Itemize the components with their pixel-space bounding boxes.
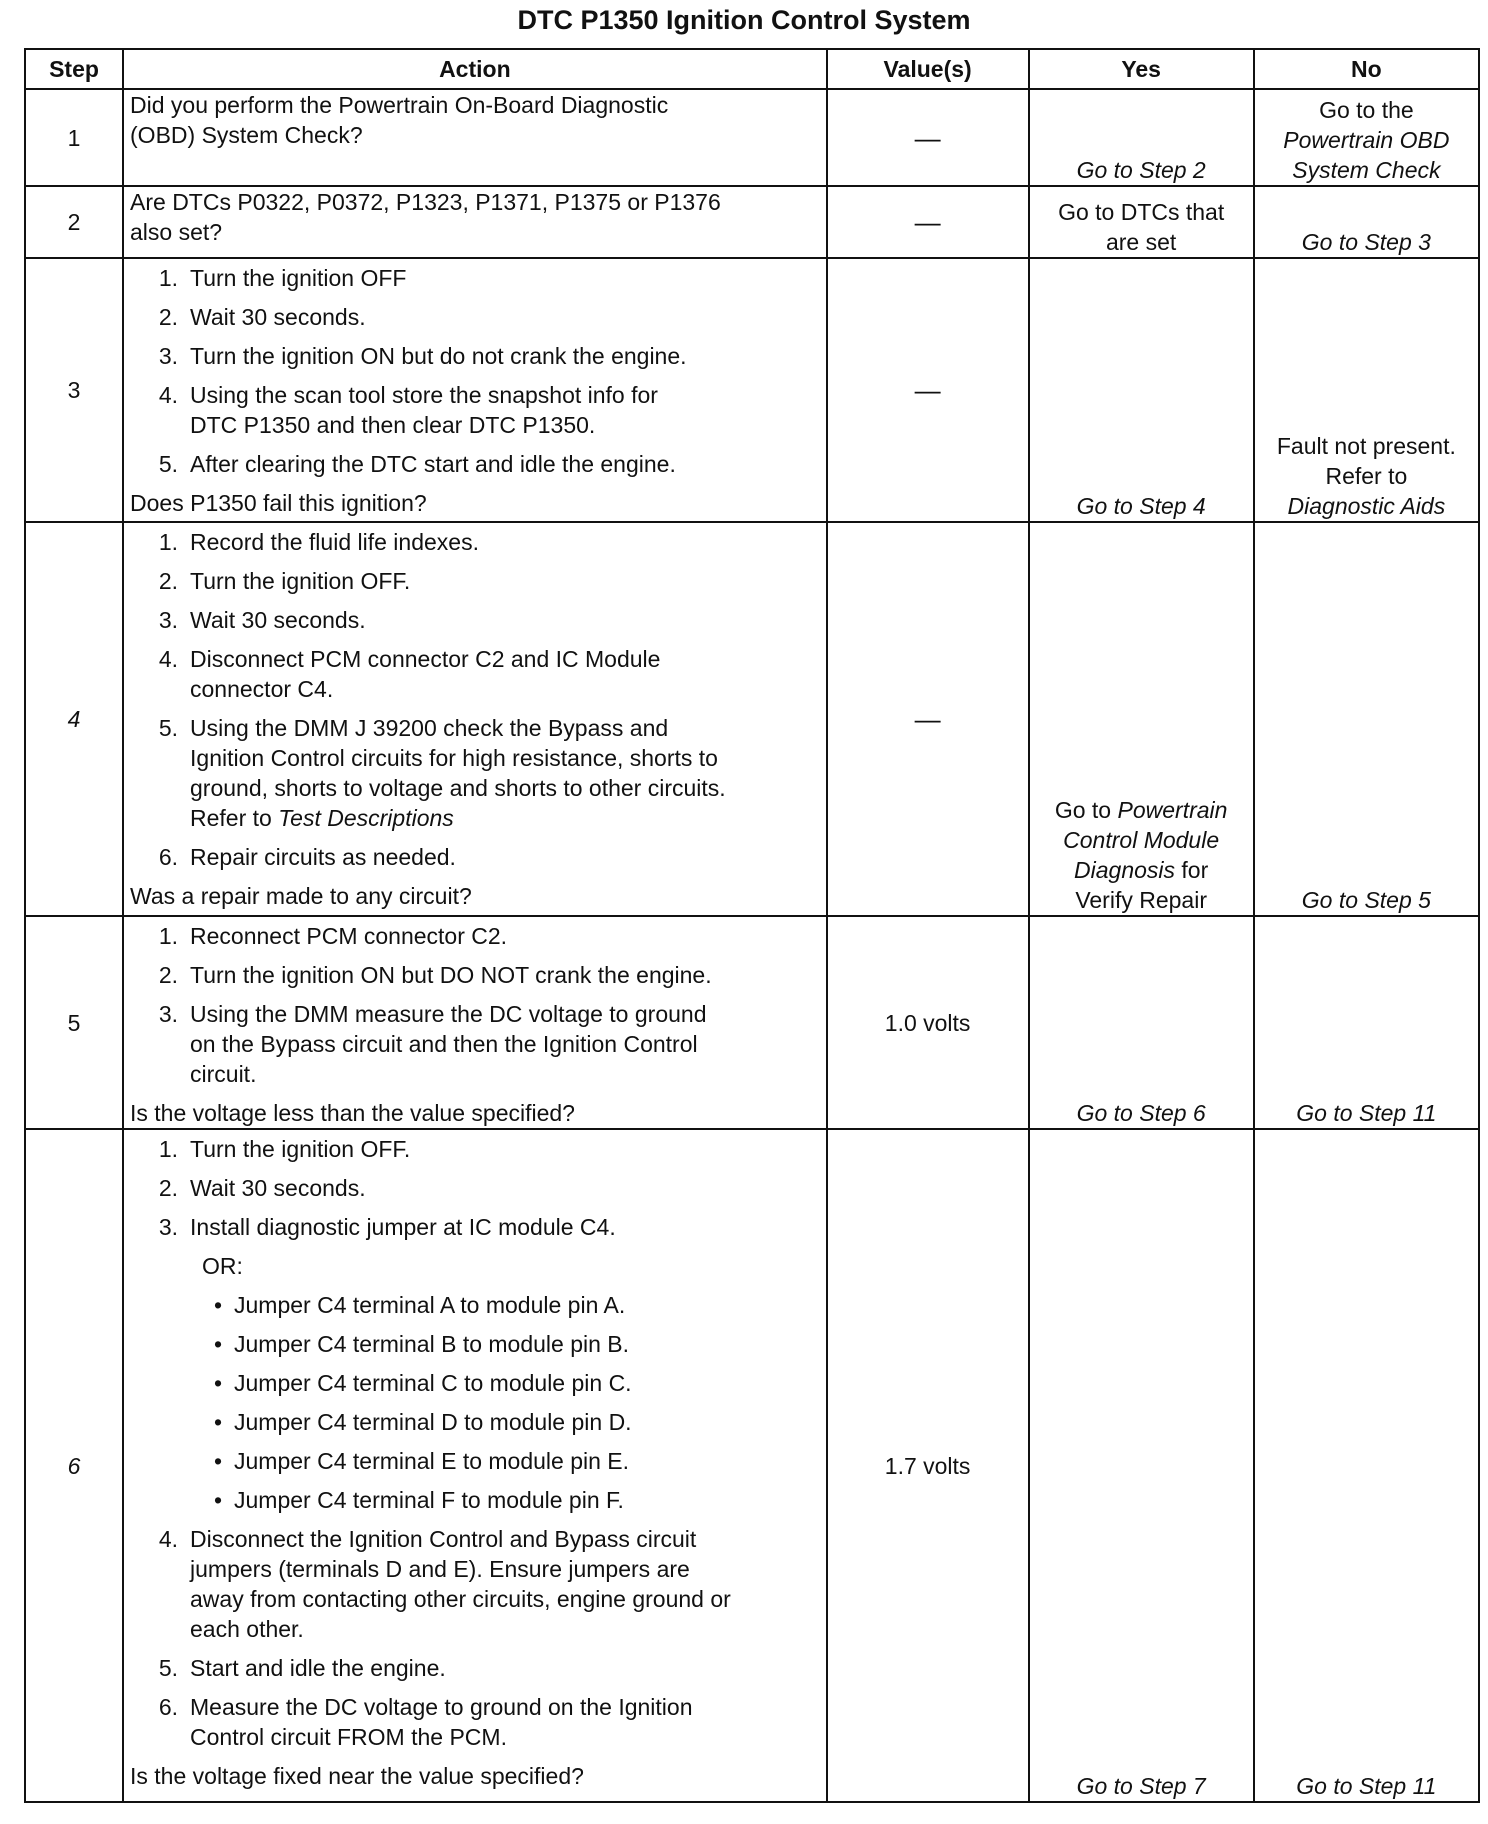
action-step-text xyxy=(190,380,820,440)
action-cell xyxy=(123,1129,827,1802)
yes-link: Go to Step 6 xyxy=(1076,1100,1206,1126)
bullet-text: Jumper C4 terminal B to module pin B. xyxy=(234,1331,630,1357)
diagnostic-table xyxy=(24,48,1480,1803)
yes-text-prefix: Go to xyxy=(1054,797,1118,823)
action-step-text xyxy=(190,1524,820,1644)
action-step-text: After clearing the DTC start and idle the engine. xyxy=(190,451,676,477)
action-step xyxy=(130,1692,820,1752)
bullet-item xyxy=(202,1290,820,1320)
no-cell xyxy=(1254,258,1479,522)
action-cell xyxy=(123,258,827,522)
bullet-text: Jumper C4 terminal E to module pin E. xyxy=(234,1448,630,1474)
action-step xyxy=(130,1653,820,1683)
action-step-number: 5. xyxy=(158,715,179,741)
table-row-step-5 xyxy=(25,916,1479,1129)
action-step-number: 1. xyxy=(158,923,179,949)
action-step-number: 6. xyxy=(158,844,179,870)
action-step-text: Turn the ignition OFF. xyxy=(190,1136,411,1162)
action-step-text: Turn the ignition ON but do not crank the engine. xyxy=(190,343,687,369)
bullet-text: Jumper C4 terminal F to module pin F. xyxy=(234,1487,624,1513)
action-cell xyxy=(123,186,827,258)
value-cell: — xyxy=(827,89,1029,186)
action-step-line: Ignition Control circuits for high resistance, shorts to xyxy=(190,745,718,771)
yes-text-suffix: for xyxy=(1175,857,1209,883)
action-step xyxy=(130,1134,820,1164)
bullet-item xyxy=(202,1329,820,1359)
action-step-line: ground, shorts to voltage and shorts to other circuits. xyxy=(190,775,726,801)
table-row-step-4 xyxy=(25,522,1479,916)
action-step-text: Turn the ignition OFF. xyxy=(190,568,411,594)
header-no: No xyxy=(1254,49,1479,89)
no-link: Go to Step 11 xyxy=(1296,1773,1437,1799)
no-cell xyxy=(1254,186,1479,258)
action-step-number: 4. xyxy=(158,382,179,408)
action-cell xyxy=(123,916,827,1129)
table-header-row xyxy=(25,49,1479,89)
no-text: Go to the xyxy=(1319,97,1414,123)
action-step xyxy=(130,566,820,596)
action-step xyxy=(130,302,820,332)
action-step-number: 2. xyxy=(158,962,179,988)
action-step-line: DTC P1350 and then clear DTC P1350. xyxy=(190,412,596,438)
yes-cell xyxy=(1029,522,1254,916)
yes-text: Go to DTCs that xyxy=(1058,199,1225,225)
action-step-text: Wait 30 seconds. xyxy=(190,304,366,330)
yes-link: Control Module xyxy=(1063,827,1220,853)
no-cell xyxy=(1254,522,1479,916)
action-text: Did you perform the Powertrain On-Board Diagnostic xyxy=(130,92,669,118)
step-number: 4 xyxy=(25,522,123,916)
action-step-number: 5. xyxy=(158,451,179,477)
action-step-text xyxy=(190,999,820,1089)
value-cell: 1.7 volts xyxy=(827,1129,1029,1802)
step-number: 3 xyxy=(25,258,123,522)
header-yes: Yes xyxy=(1029,49,1254,89)
action-step-line: Control circuit FROM the PCM. xyxy=(190,1724,507,1750)
no-text: Refer to xyxy=(1325,463,1408,489)
action-step-line: Disconnect the Ignition Control and Bypass circuit xyxy=(190,1526,697,1552)
bullet-mark: • xyxy=(213,1331,223,1357)
action-step-number: 1. xyxy=(158,1136,179,1162)
table-row-step-2 xyxy=(25,186,1479,258)
action-step-text xyxy=(190,1692,820,1752)
action-step-line: connector C4. xyxy=(190,676,334,702)
no-link: Powertrain OBD xyxy=(1283,127,1450,153)
action-text: (OBD) System Check? xyxy=(130,122,363,148)
action-step-number: 3. xyxy=(158,1214,179,1240)
action-step xyxy=(130,527,820,557)
action-step-number: 5. xyxy=(158,1655,179,1681)
action-step-number: 2. xyxy=(158,568,179,594)
page-title: DTC P1350 Ignition Control System xyxy=(517,5,971,35)
yes-text: Verify Repair xyxy=(1075,887,1207,913)
yes-cell xyxy=(1029,258,1254,522)
action-text: Are DTCs P0322, P0372, P1323, P1371, P1375 or P1376 xyxy=(130,189,721,215)
step-number: 5 xyxy=(25,916,123,1129)
action-text: also set? xyxy=(130,219,223,245)
value-cell: 1.0 volts xyxy=(827,916,1029,1129)
action-step-text: Repair circuits as needed. xyxy=(190,844,456,870)
yes-cell xyxy=(1029,186,1254,258)
action-step xyxy=(130,921,820,951)
no-link: Go to Step 11 xyxy=(1296,1100,1437,1126)
action-step-text: Install diagnostic jumper at IC module C4. xyxy=(190,1214,616,1240)
action-step xyxy=(130,1173,820,1203)
action-step-text: Record the fluid life indexes. xyxy=(190,529,479,555)
yes-cell xyxy=(1029,89,1254,186)
no-text: Fault not present. xyxy=(1276,433,1456,459)
bullet-text: Jumper C4 terminal C to module pin C. xyxy=(234,1370,632,1396)
action-step-number: 3. xyxy=(158,343,179,369)
yes-text: are set xyxy=(1105,229,1177,255)
value-cell: — xyxy=(827,258,1029,522)
action-step-line: Disconnect PCM connector C2 and IC Module xyxy=(190,646,661,672)
action-step-text xyxy=(190,644,820,704)
no-cell xyxy=(1254,916,1479,1129)
bullet-text: Jumper C4 terminal D to module pin D. xyxy=(234,1409,632,1435)
table-row-step-3 xyxy=(25,258,1479,522)
action-step xyxy=(130,1212,820,1242)
step-number: 1 xyxy=(25,89,123,186)
action-step-number: 4. xyxy=(158,1526,179,1552)
action-step xyxy=(130,341,820,371)
yes-link: Go to Step 4 xyxy=(1076,493,1206,519)
bullet-item xyxy=(202,1368,820,1398)
action-step-line: jumpers (terminals D and E). Ensure jumpers are xyxy=(190,1556,690,1582)
action-step xyxy=(130,449,820,479)
action-step xyxy=(130,842,820,872)
table-row-step-1 xyxy=(25,89,1479,186)
action-question: Was a repair made to any circuit? xyxy=(130,883,472,909)
action-step-number: 4. xyxy=(158,646,179,672)
action-step-text: Start and idle the engine. xyxy=(190,1655,446,1681)
action-reference-link: Test Descriptions xyxy=(278,805,454,831)
action-step-line: Using the scan tool store the snapshot info for xyxy=(190,382,658,408)
action-step-text xyxy=(190,713,820,833)
action-step-text: Refer to xyxy=(190,805,279,831)
action-step-line: circuit. xyxy=(190,1061,257,1087)
bullet-item xyxy=(202,1446,820,1476)
action-step xyxy=(130,713,820,833)
yes-cell xyxy=(1029,916,1254,1129)
yes-link: Go to Step 2 xyxy=(1076,157,1206,183)
action-step-number: 2. xyxy=(158,304,179,330)
action-step-number: 1. xyxy=(158,529,179,555)
action-step-line: each other. xyxy=(190,1616,304,1642)
action-step-number: 2. xyxy=(158,1175,179,1201)
action-step-text: Turn the ignition OFF xyxy=(190,265,407,291)
action-step-line: on the Bypass circuit and then the Ignition Control xyxy=(190,1031,698,1057)
yes-link: Diagnosis xyxy=(1074,857,1176,883)
action-step-text: Wait 30 seconds. xyxy=(190,1175,366,1201)
no-link: System Check xyxy=(1292,157,1441,183)
value-cell: — xyxy=(827,186,1029,258)
action-step-number: 3. xyxy=(158,1001,179,1027)
header-values: Value(s) xyxy=(827,49,1029,89)
yes-link: Powertrain xyxy=(1117,797,1228,823)
action-step xyxy=(130,999,820,1089)
yes-cell xyxy=(1029,1129,1254,1802)
bullet-mark: • xyxy=(213,1487,223,1513)
step-number: 6 xyxy=(25,1129,123,1802)
yes-link: Go to Step 7 xyxy=(1076,1773,1206,1799)
action-question: Is the voltage less than the value specified? xyxy=(130,1100,575,1126)
no-link: Go to Step 3 xyxy=(1301,229,1431,255)
action-step-line: Using the DMM measure the DC voltage to ground xyxy=(190,1001,707,1027)
action-step xyxy=(130,644,820,704)
action-step-text: Wait 30 seconds. xyxy=(190,607,366,633)
action-step xyxy=(130,605,820,635)
value-cell: — xyxy=(827,522,1029,916)
action-step xyxy=(130,1524,820,1644)
bullet-item xyxy=(202,1485,820,1515)
action-step-line: Measure the DC voltage to ground on the Ignition xyxy=(190,1694,693,1720)
no-link: Diagnostic Aids xyxy=(1287,493,1446,519)
bullet-mark: • xyxy=(213,1448,223,1474)
action-step-text: Reconnect PCM connector C2. xyxy=(190,923,508,949)
action-step-line xyxy=(190,803,820,833)
action-step xyxy=(130,263,820,293)
or-label: OR: xyxy=(202,1253,243,1279)
bullet-mark: • xyxy=(213,1292,223,1318)
yes-text xyxy=(1036,795,1247,825)
action-step-number: 1. xyxy=(158,265,179,291)
bullet-mark: • xyxy=(213,1370,223,1396)
action-step xyxy=(130,960,820,990)
no-cell xyxy=(1254,1129,1479,1802)
bullet-mark: • xyxy=(213,1409,223,1435)
action-question: Is the voltage fixed near the value specified? xyxy=(130,1763,584,1789)
no-link: Go to Step 5 xyxy=(1301,887,1431,913)
step-number: 2 xyxy=(25,186,123,258)
yes-text xyxy=(1036,855,1247,885)
header-step: Step xyxy=(25,49,123,89)
action-step-line: Using the DMM J 39200 check the Bypass and xyxy=(190,715,669,741)
action-step-text: Turn the ignition ON but DO NOT crank the engine. xyxy=(190,962,712,988)
bullet-item xyxy=(202,1407,820,1437)
action-step xyxy=(130,380,820,440)
no-cell xyxy=(1254,89,1479,186)
header-action: Action xyxy=(123,49,827,89)
action-cell xyxy=(123,522,827,916)
action-question: Does P1350 fail this ignition? xyxy=(130,490,427,516)
action-step-number: 3. xyxy=(158,607,179,633)
action-step-line: away from contacting other circuits, engine ground or xyxy=(190,1586,731,1612)
action-step-number: 6. xyxy=(158,1694,179,1720)
bullet-text: Jumper C4 terminal A to module pin A. xyxy=(234,1292,626,1318)
table-row-step-6 xyxy=(25,1129,1479,1802)
action-cell xyxy=(123,89,827,186)
